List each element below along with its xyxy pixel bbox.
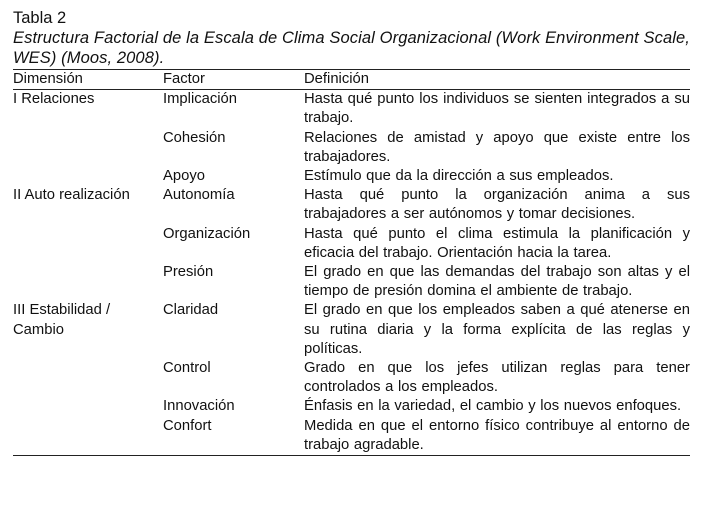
definition-cell: Relaciones de amistad y apoyo que existe entre los trabajadores. <box>304 129 690 165</box>
dimension-cell <box>13 397 163 416</box>
header-factor: Factor <box>163 71 205 87</box>
dimension-cell <box>13 359 163 397</box>
definition-cell: El grado en que las demandas del trabajo son altas y el tiempo de presión domina el ambiente de trabajo. <box>304 264 690 300</box>
factor-cell: Cohesión <box>163 129 226 146</box>
definition-cell: Medida en que el entorno físico contribuye al entorno de trabajo agradable. <box>304 417 690 453</box>
definition-cell: Grado en que los jefes utilizan reglas para tener controlados a los empleados. <box>304 360 690 396</box>
header-definition: Definición <box>304 71 369 87</box>
table-row <box>13 417 690 456</box>
definition-cell: Hasta qué punto el clima estimula la planificación y eficacia del trabajo. Orientación hacia la tarea. <box>304 225 690 261</box>
table-row <box>13 263 690 301</box>
table-row <box>13 167 690 186</box>
table-row <box>13 225 690 263</box>
dimension-cell <box>13 129 163 167</box>
dimension-cell <box>13 417 163 456</box>
factor-cell: Claridad <box>163 302 219 319</box>
dimension-cell: II Auto realización <box>13 187 130 204</box>
factor-cell: Autonomía <box>163 187 235 204</box>
factor-cell: Implicación <box>163 91 238 108</box>
dimension-cell: III Estabilidad / Cambio <box>13 302 111 338</box>
document-page <box>13 8 690 456</box>
table-row <box>13 129 690 167</box>
dimension-cell <box>13 263 163 301</box>
dimension-cell <box>13 167 163 186</box>
factor-cell: Organización <box>163 225 251 242</box>
definition-cell: Énfasis en la variedad, el cambio y los nuevos enfoques. <box>304 398 682 415</box>
table-row <box>13 186 690 224</box>
table-row <box>13 301 690 359</box>
table-row <box>13 90 690 129</box>
definition-cell: Hasta qué punto la organización anima a sus trabajadores a ser autónomos y tomar decisiones. <box>304 187 690 223</box>
table-row <box>13 397 690 416</box>
wes-factor-table <box>13 69 690 456</box>
factor-cell: Innovación <box>163 398 235 415</box>
definition-cell: El grado en que los empleados saben a qué atenerse en su rutina diaria y la forma explícita de las reglas y políticas. <box>304 302 690 357</box>
factor-cell: Presión <box>163 264 214 281</box>
table-row <box>13 359 690 397</box>
definition-cell: Hasta qué punto los individuos se sienten integrados a su trabajo. <box>304 91 690 127</box>
definition-cell: Estímulo que da la dirección a sus empleados. <box>304 168 614 185</box>
factor-cell: Apoyo <box>163 168 205 185</box>
dimension-cell: I Relaciones <box>13 91 95 108</box>
table-label: Tabla 2 <box>13 9 67 27</box>
header-dimension: Dimensión <box>13 71 83 87</box>
factor-cell: Confort <box>163 417 212 434</box>
dimension-cell <box>13 225 163 263</box>
table-header-row <box>13 70 690 90</box>
table-caption: Estructura Factorial de la Escala de Clima Social Organizacional (Work Environment Scale, WES) (Moos, 2008). <box>13 29 690 67</box>
factor-cell: Control <box>163 360 211 377</box>
